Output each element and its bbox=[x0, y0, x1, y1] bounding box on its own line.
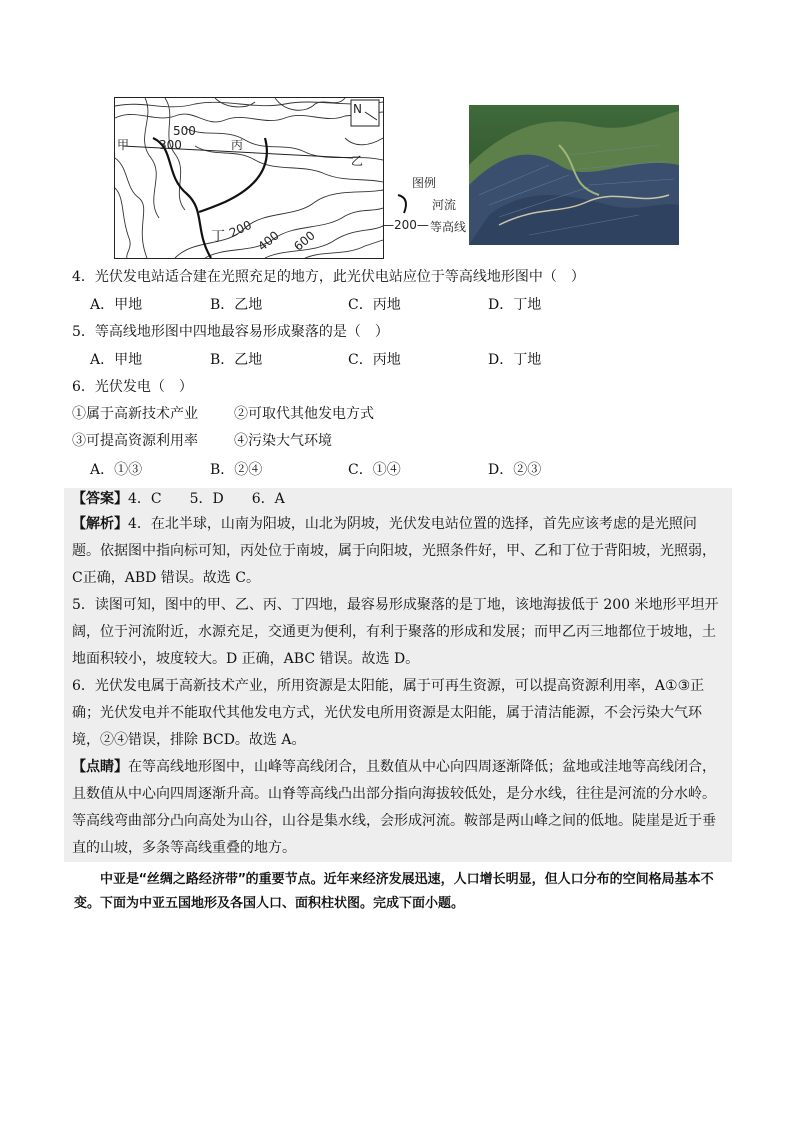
contour-label-400: 400 bbox=[255, 228, 282, 254]
legend-river: 河流 bbox=[432, 198, 457, 212]
question-4-option-b: B．乙地 bbox=[210, 297, 263, 313]
contour-label-500: 500 bbox=[173, 124, 196, 138]
question-5-option-c: C．丙地 bbox=[348, 352, 401, 368]
question-6-statement-1: ①属于高新技术产业 bbox=[72, 406, 198, 422]
answer-text: 4．C 5．D 6．A bbox=[128, 491, 285, 507]
question-6-stem: 6．光伏发电（ ） bbox=[72, 379, 193, 395]
question-6-option-b: B．②④ bbox=[210, 462, 263, 478]
next-section-intro: 中亚是“丝绸之路经济带”的重要节点。近年来经济发展迅速，人口增长明显，但人口分布的空间格局基本不变。下面为中亚五国地形及各国人口、面积柱状图。完成下面小题。 bbox=[74, 872, 714, 911]
question-6-statement-4: ④污染大气环境 bbox=[234, 433, 332, 449]
analysis-q4: 4．在北半球，山南为阳坡，山北为阴坡，光伏发电站位置的选择，首先应该考虑的是光照问题。依据图中指向标可知，丙处位于南坡，属于向阳坡，光照条件好，甲、乙和丁位于背阳坡，光照弱，C正确，ABD 错误。故选 C。 bbox=[72, 516, 716, 586]
question-5-option-d: D．丁地 bbox=[488, 352, 542, 368]
question-5-option-b: B．乙地 bbox=[210, 352, 263, 368]
contour-label-300: 300 bbox=[159, 138, 182, 152]
question-4-stem: 4．光伏发电站适合建在光照充足的地方，此光伏电站应位于等高线地形图中（ ） bbox=[72, 269, 585, 285]
point-jia: 甲 bbox=[117, 138, 130, 152]
contour-label-200: 200 bbox=[227, 217, 254, 241]
question-5-option-a: A．甲地 bbox=[90, 352, 143, 368]
analysis-q6: 6．光伏发电属于高新技术产业，所用资源是太阳能，属于可再生资源，可以提高资源利用率，A①③正确；光伏发电并不能取代其他发电方式，光伏发电所用资源是太阳能，属于清洁能源，不会污染大气环境，②④错误，排除 BCD。故选 A。 bbox=[72, 678, 705, 748]
question-6-option-a: A．①③ bbox=[90, 462, 143, 478]
legend-contour: 等高线 bbox=[430, 220, 467, 234]
legend-contour-sample: —200— bbox=[382, 218, 429, 232]
analysis-paragraph-2 bbox=[72, 592, 724, 673]
legend-title: 图例 bbox=[412, 176, 437, 190]
point-ding: 丁 bbox=[211, 229, 225, 245]
question-4-option-c: C．丙地 bbox=[348, 297, 401, 313]
contour-label-600: 600 bbox=[291, 228, 318, 254]
tips-text: 在等高线地形图中，山峰等高线闭合，且数值从中心向四周逐渐降低；盆地或洼地等高线闭合，且数值从中心向四周逐渐升高。山脊等高线凸出部分指向海拔较低处，是分水线，往往是河流的分水岭。等高线弯曲部分凸向高处为山谷，山谷是集水线，会形成河流。鞍部是两山峰之间的低地。陡崖是近于垂直的山坡，多条等高线重叠的地方。 bbox=[72, 759, 716, 856]
analysis-q5: 5．读图可知，图中的甲、乙、丙、丁四地，最容易形成聚落的是丁地，该地海拔低于 200 米地形平坦开阔，位于河流附近，水源充足，交通更为便利，有利于聚落的形成和发展；而甲乙丙三地都位于坡地，土地面积较小，坡度较大。D 正确，ABC 错误。故选 D。 bbox=[72, 597, 719, 667]
point-bing: 丙 bbox=[231, 138, 244, 152]
analysis-paragraph-3 bbox=[72, 673, 724, 754]
question-6-statement-2: ②可取代其他发电方式 bbox=[234, 406, 374, 422]
analysis-label: 【解析】 bbox=[72, 516, 128, 532]
question-6-option-d: D．②③ bbox=[488, 462, 542, 478]
question-4-option-d: D．丁地 bbox=[488, 297, 542, 313]
north-label: N bbox=[353, 102, 362, 116]
solar-station-photo bbox=[469, 105, 679, 245]
question-4-option-a: A．甲地 bbox=[90, 297, 143, 313]
point-yi: 乙 bbox=[351, 154, 364, 168]
question-6-statement-3: ③可提高资源利用率 bbox=[72, 433, 198, 449]
answer-label: 【答案】 bbox=[72, 491, 128, 507]
answer-line bbox=[72, 489, 285, 509]
river-legend-icon bbox=[396, 193, 416, 215]
tips-paragraph bbox=[72, 754, 724, 862]
question-5-stem: 5．等高线地形图中四地最容易形成聚落的是（ ） bbox=[72, 324, 389, 340]
question-6-option-c: C．①④ bbox=[348, 462, 401, 478]
contour-map bbox=[114, 97, 384, 259]
tips-label: 【点睛】 bbox=[72, 759, 128, 775]
contour-lines bbox=[115, 98, 383, 258]
analysis-paragraph-1 bbox=[72, 511, 724, 592]
